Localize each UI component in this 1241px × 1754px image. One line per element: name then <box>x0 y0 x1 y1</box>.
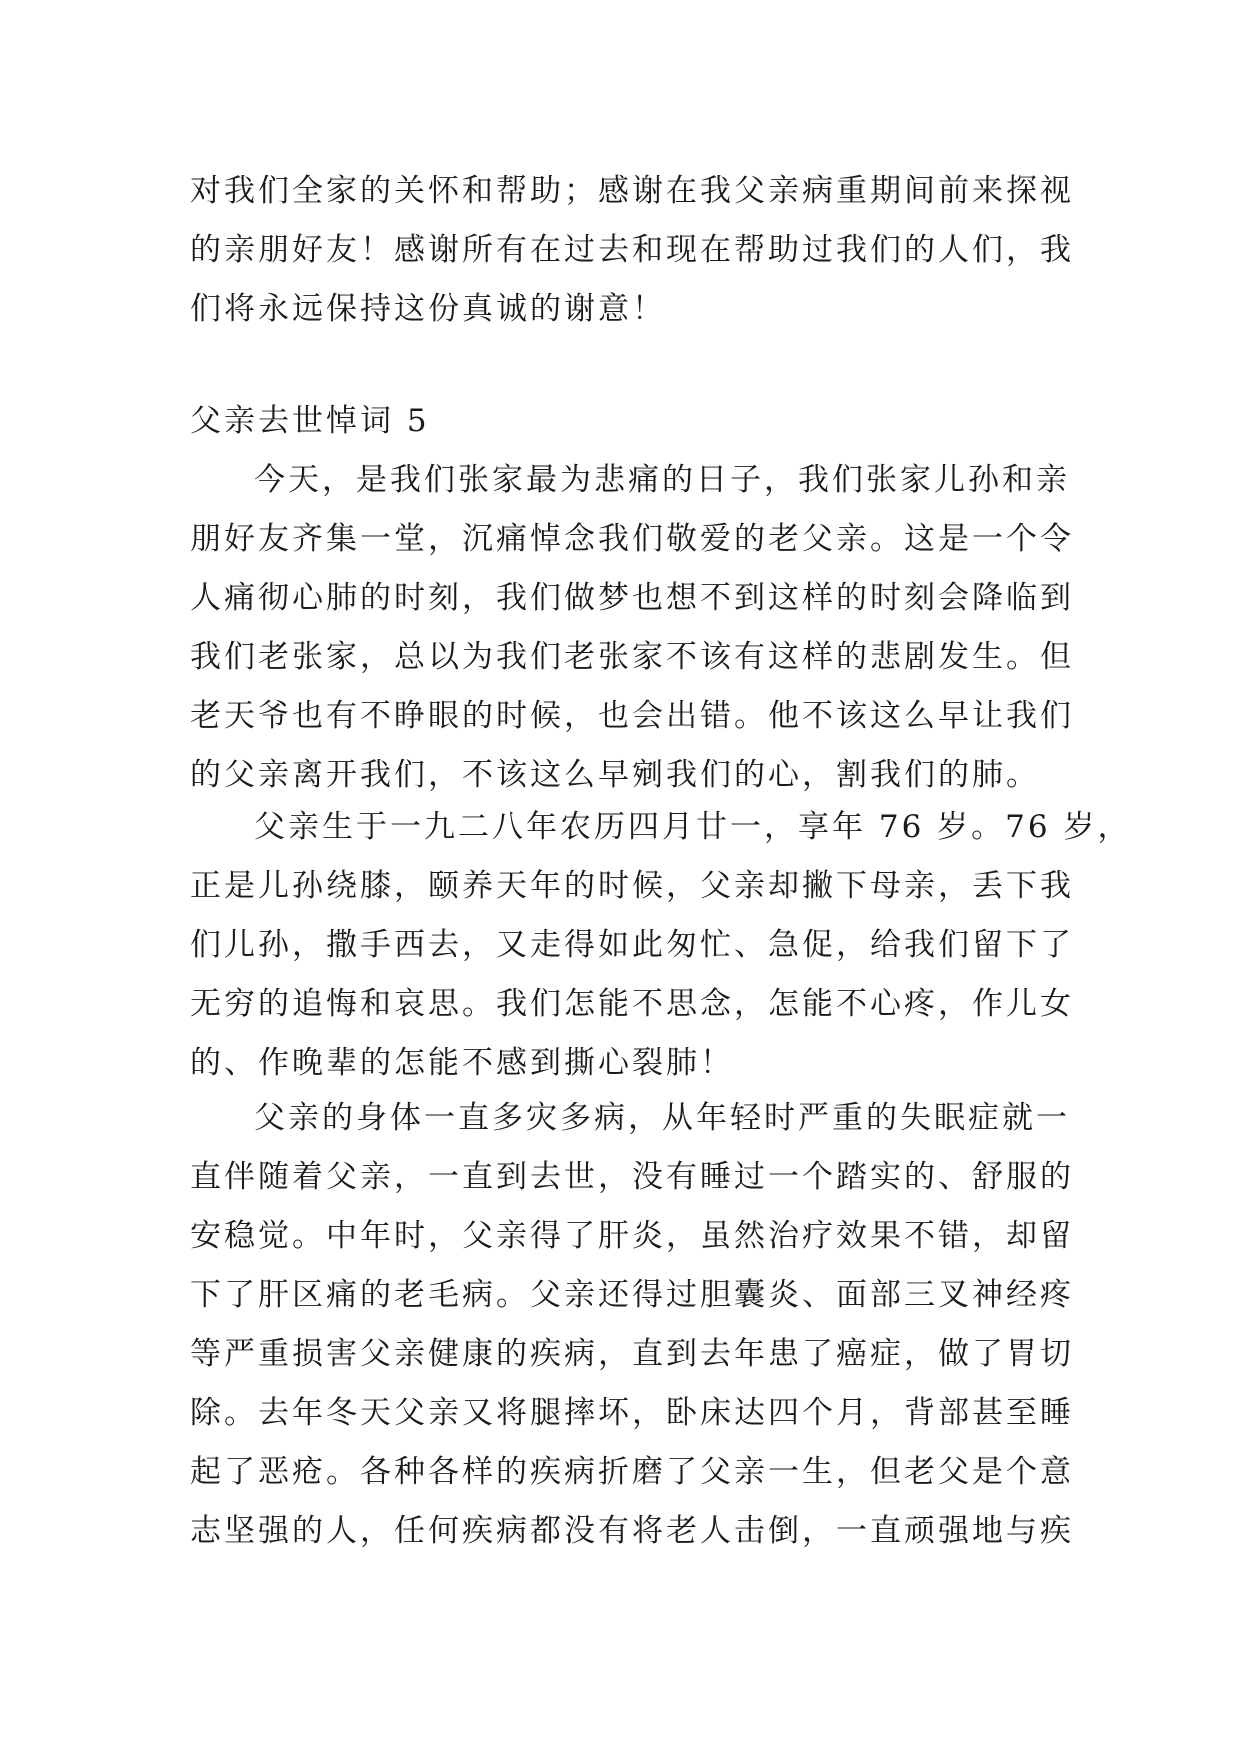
section-heading <box>190 392 1060 451</box>
paragraph-2 <box>190 798 1132 1093</box>
text-line: 等严重损害父亲健康的疾病，直到去年患了癌症，做了胃切 <box>190 1336 1074 1372</box>
text-line: 人痛彻心肺的时刻，我们做梦也想不到这样的时刻会降临到 <box>190 580 1074 616</box>
text-line: 今天，是我们张家最为悲痛的日子，我们张家儿孙和亲 <box>254 462 1070 498</box>
text-line: 志坚强的人，任何疾病都没有将老人击倒，一直顽强地与疾 <box>190 1513 1074 1549</box>
text-line: 朋好友齐集一堂，沉痛悼念我们敬爱的老父亲。这是一个令 <box>190 521 1074 557</box>
text-line: 下了肝区痛的老毛病。父亲还得过胆囊炎、面部三叉神经疼 <box>190 1277 1074 1313</box>
text-line: 老天爷也有不睁眼的时候，也会出错。他不该这么早让我们 <box>190 698 1074 734</box>
text-line: 除。去年冬天父亲又将腿摔坏，卧床达四个月，背部甚至睡 <box>190 1395 1074 1431</box>
text-line: 起了恶疮。各种各样的疾病折磨了父亲一生，但老父是个意 <box>190 1454 1074 1490</box>
text-line: 我们老张家，总以为我们老张家不该有这样的悲剧发生。但 <box>190 639 1074 675</box>
text-line: 父亲生于一九二八年农历四月廿一，享年 76 岁。76 岁， <box>254 809 1132 845</box>
text-line: 对我们全家的关怀和帮助；感谢在我父亲病重期间前来探视 <box>190 173 1074 209</box>
text-line: 直伴随着父亲，一直到去世，没有睡过一个踏实的、舒服的 <box>190 1159 1074 1195</box>
text-line: 的父亲离开我们，不该这么早剜我们的心，割我们的肺。 <box>190 757 1040 793</box>
text-line: 父亲的身体一直多灾多病，从年轻时严重的失眠症就一 <box>254 1100 1070 1136</box>
paragraph-1 <box>190 451 1074 805</box>
text-line: 的亲朋好友！感谢所有在过去和现在帮助过我们的人们，我 <box>190 232 1074 268</box>
text-line: 们儿孙，撒手西去，又走得如此匆忙、急促，给我们留下了 <box>190 927 1074 963</box>
text-line: 正是儿孙绕膝，颐养天年的时候，父亲却撇下母亲，丢下我 <box>190 868 1074 904</box>
text-line: 无穷的追悔和哀思。我们怎能不思念，怎能不心疼，作儿女 <box>190 986 1074 1022</box>
continuation-paragraph <box>190 162 1074 339</box>
paragraph-3 <box>190 1089 1074 1561</box>
section-title: 父亲去世悼词 5 <box>190 403 430 439</box>
text-line: 的、作晚辈的怎能不感到撕心裂肺！ <box>190 1045 734 1081</box>
text-line: 们将永远保持这份真诚的谢意！ <box>190 291 666 327</box>
text-line: 安稳觉。中年时，父亲得了肝炎，虽然治疗效果不错，却留 <box>190 1218 1074 1254</box>
